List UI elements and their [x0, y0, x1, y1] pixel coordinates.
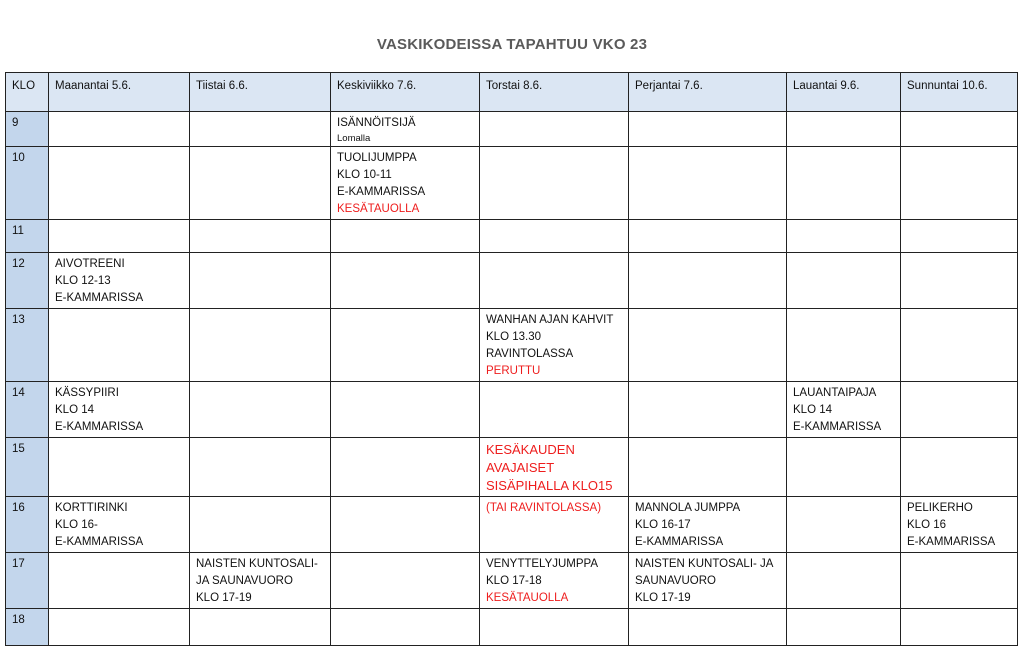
- hour-cell: 18: [6, 609, 49, 646]
- column-header-day: Lauantai 9.6.: [787, 73, 901, 112]
- schedule-cell: [480, 382, 629, 438]
- page-title: VASKIKODEISSA TAPAHTUU VKO 23: [376, 36, 648, 53]
- event-status-text: PERUTTU: [486, 365, 541, 377]
- schedule-cell: [331, 112, 480, 147]
- schedule-cell: [901, 438, 1018, 497]
- schedule-cell: [901, 220, 1018, 253]
- event-text: E-KAMMARISSA: [907, 536, 996, 548]
- schedule-cell: [190, 438, 331, 497]
- event-text: SAUNAVUORO: [635, 575, 716, 587]
- schedule-cell: [629, 112, 787, 147]
- schedule-cell: [190, 382, 331, 438]
- hour-cell: 12: [6, 253, 49, 309]
- table-row: [6, 253, 1018, 309]
- schedule-cell: [901, 382, 1018, 438]
- schedule-cell: [331, 382, 480, 438]
- schedule-cell: [480, 497, 629, 553]
- hour-cell: 14: [6, 382, 49, 438]
- event-text: Lomalla: [337, 133, 371, 144]
- event-text: E-KAMMARISSA: [793, 421, 882, 433]
- event-text: E-KAMMARISSA: [55, 421, 144, 433]
- schedule-cell: [629, 220, 787, 253]
- schedule-cell: [901, 253, 1018, 309]
- schedule-cell: [49, 438, 190, 497]
- schedule-cell: [629, 253, 787, 309]
- schedule-cell: [190, 112, 331, 147]
- schedule-cell: [49, 112, 190, 147]
- event-text: KLO 13.30: [486, 331, 541, 343]
- schedule-cell: [480, 147, 629, 220]
- table-row: [6, 438, 1018, 497]
- event-status-text: KESÄKAUDEN: [486, 442, 575, 457]
- schedule-cell: [190, 553, 331, 609]
- schedule-cell: [331, 147, 480, 220]
- event-text: KLO 16-17: [635, 519, 691, 531]
- event-text: RAVINTOLASSA: [486, 348, 574, 360]
- schedule-cell: [49, 497, 190, 553]
- table-row: [6, 309, 1018, 382]
- schedule-cell: [901, 609, 1018, 646]
- schedule-cell: [787, 309, 901, 382]
- schedule-cell: [331, 497, 480, 553]
- schedule-cell: [787, 147, 901, 220]
- column-header-klo: KLO: [6, 73, 49, 112]
- hour-cell: 16: [6, 497, 49, 553]
- event-status-text: KESÄTAUOLLA: [486, 592, 569, 604]
- schedule-cell: [901, 497, 1018, 553]
- event-text: TUOLIJUMPPA: [337, 152, 417, 164]
- schedule-cell: [480, 438, 629, 497]
- table-row: [6, 220, 1018, 253]
- schedule-cell: [787, 438, 901, 497]
- event-text: KLO 14: [793, 404, 832, 416]
- table-row: [6, 112, 1018, 147]
- event-text: KLO 17-19: [196, 592, 252, 604]
- schedule-cell: [331, 553, 480, 609]
- event-status-text: AVAJAISET: [486, 460, 555, 475]
- table-row: [6, 497, 1018, 553]
- schedule-cell: [480, 220, 629, 253]
- schedule-cell: [190, 497, 331, 553]
- event-text: NAISTEN KUNTOSALI-: [196, 558, 318, 570]
- event-text: KLO 12-13: [55, 275, 111, 287]
- schedule-cell: [787, 253, 901, 309]
- column-header-day: Torstai 8.6.: [480, 73, 629, 112]
- event-text: NAISTEN KUNTOSALI- JA: [635, 558, 774, 570]
- schedule-cell: [190, 309, 331, 382]
- schedule-cell: [629, 147, 787, 220]
- event-text: E-KAMMARISSA: [55, 536, 144, 548]
- schedule-cell: [49, 609, 190, 646]
- schedule-cell: [901, 112, 1018, 147]
- schedule-cell: [49, 253, 190, 309]
- column-header-day: Tiistai 6.6.: [190, 73, 331, 112]
- schedule-cell: [901, 147, 1018, 220]
- table-row: [6, 147, 1018, 220]
- hour-cell: 11: [6, 220, 49, 253]
- event-text: KORTTIRINKI: [55, 502, 128, 514]
- schedule-cell: [787, 382, 901, 438]
- table-row: [6, 553, 1018, 609]
- schedule-cell: [190, 220, 331, 253]
- event-text: E-KAMMARISSA: [635, 536, 724, 548]
- schedule-cell: [49, 553, 190, 609]
- weekly-schedule-table: [5, 72, 1018, 646]
- hour-cell: 9: [6, 112, 49, 147]
- event-text: MANNOLA JUMPPA: [635, 502, 741, 514]
- event-text: KLO 16: [907, 519, 946, 531]
- hour-cell: 15: [6, 438, 49, 497]
- schedule-cell: [901, 309, 1018, 382]
- event-text: KLO 14: [55, 404, 94, 416]
- hour-cell: 17: [6, 553, 49, 609]
- schedule-cell: [629, 609, 787, 646]
- schedule-cell: [901, 553, 1018, 609]
- schedule-cell: [331, 220, 480, 253]
- table-row: [6, 382, 1018, 438]
- event-text: KLO 17-19: [635, 592, 691, 604]
- event-text: E-KAMMARISSA: [55, 292, 144, 304]
- schedule-cell: [787, 497, 901, 553]
- column-header-day: Maanantai 5.6.: [49, 73, 190, 112]
- schedule-cell: [787, 609, 901, 646]
- schedule-cell: [787, 112, 901, 147]
- event-text: JA SAUNAVUORO: [196, 575, 293, 587]
- schedule-cell: [331, 253, 480, 309]
- schedule-cell: [331, 438, 480, 497]
- event-text: KLO 10-11: [337, 169, 392, 181]
- header-row: [6, 73, 1018, 112]
- schedule-cell: [480, 609, 629, 646]
- schedule-body: [6, 112, 1018, 646]
- schedule-cell: [787, 220, 901, 253]
- table-row: [6, 609, 1018, 646]
- schedule-cell: [49, 147, 190, 220]
- schedule-cell: [49, 220, 190, 253]
- schedule-cell: [629, 553, 787, 609]
- event-text: PELIKERHO: [907, 502, 973, 514]
- event-status-text: SISÄPIHALLA KLO15: [486, 478, 613, 493]
- hour-cell: 10: [6, 147, 49, 220]
- column-header-day: Sunnuntai 10.6.: [901, 73, 1018, 112]
- schedule-cell: [480, 553, 629, 609]
- schedule-cell: [49, 309, 190, 382]
- event-text: KLO 16-: [55, 519, 98, 531]
- event-text: AIVOTREENI: [55, 258, 125, 270]
- column-header-day: Perjantai 7.6.: [629, 73, 787, 112]
- schedule-cell: [629, 309, 787, 382]
- event-text: ISÄNNÖITSIJÄ: [337, 117, 416, 129]
- event-text: KLO 17-18: [486, 575, 542, 587]
- event-text: E-KAMMARISSA: [337, 186, 426, 198]
- event-status-text: (TAI RAVINTOLASSA): [486, 502, 602, 514]
- schedule-cell: [480, 309, 629, 382]
- schedule-cell: [629, 438, 787, 497]
- event-text: LAUANTAIPAJA: [793, 387, 877, 399]
- hour-cell: 13: [6, 309, 49, 382]
- schedule-cell: [787, 553, 901, 609]
- column-header-day: Keskiviikko 7.6.: [331, 73, 480, 112]
- schedule-cell: [480, 253, 629, 309]
- schedule-cell: [331, 309, 480, 382]
- schedule-cell: [190, 253, 331, 309]
- event-text: VENYTTELYJUMPPA: [486, 558, 599, 570]
- schedule-cell: [629, 497, 787, 553]
- schedule-cell: [190, 609, 331, 646]
- schedule-cell: [480, 112, 629, 147]
- event-text: KÄSSYPIIRI: [55, 387, 119, 399]
- schedule-cell: [190, 147, 331, 220]
- schedule-cell: [629, 382, 787, 438]
- event-text: WANHAN AJAN KAHVIT: [486, 314, 614, 326]
- event-status-text: KESÄTAUOLLA: [337, 203, 420, 215]
- schedule-cell: [331, 609, 480, 646]
- schedule-cell: [49, 382, 190, 438]
